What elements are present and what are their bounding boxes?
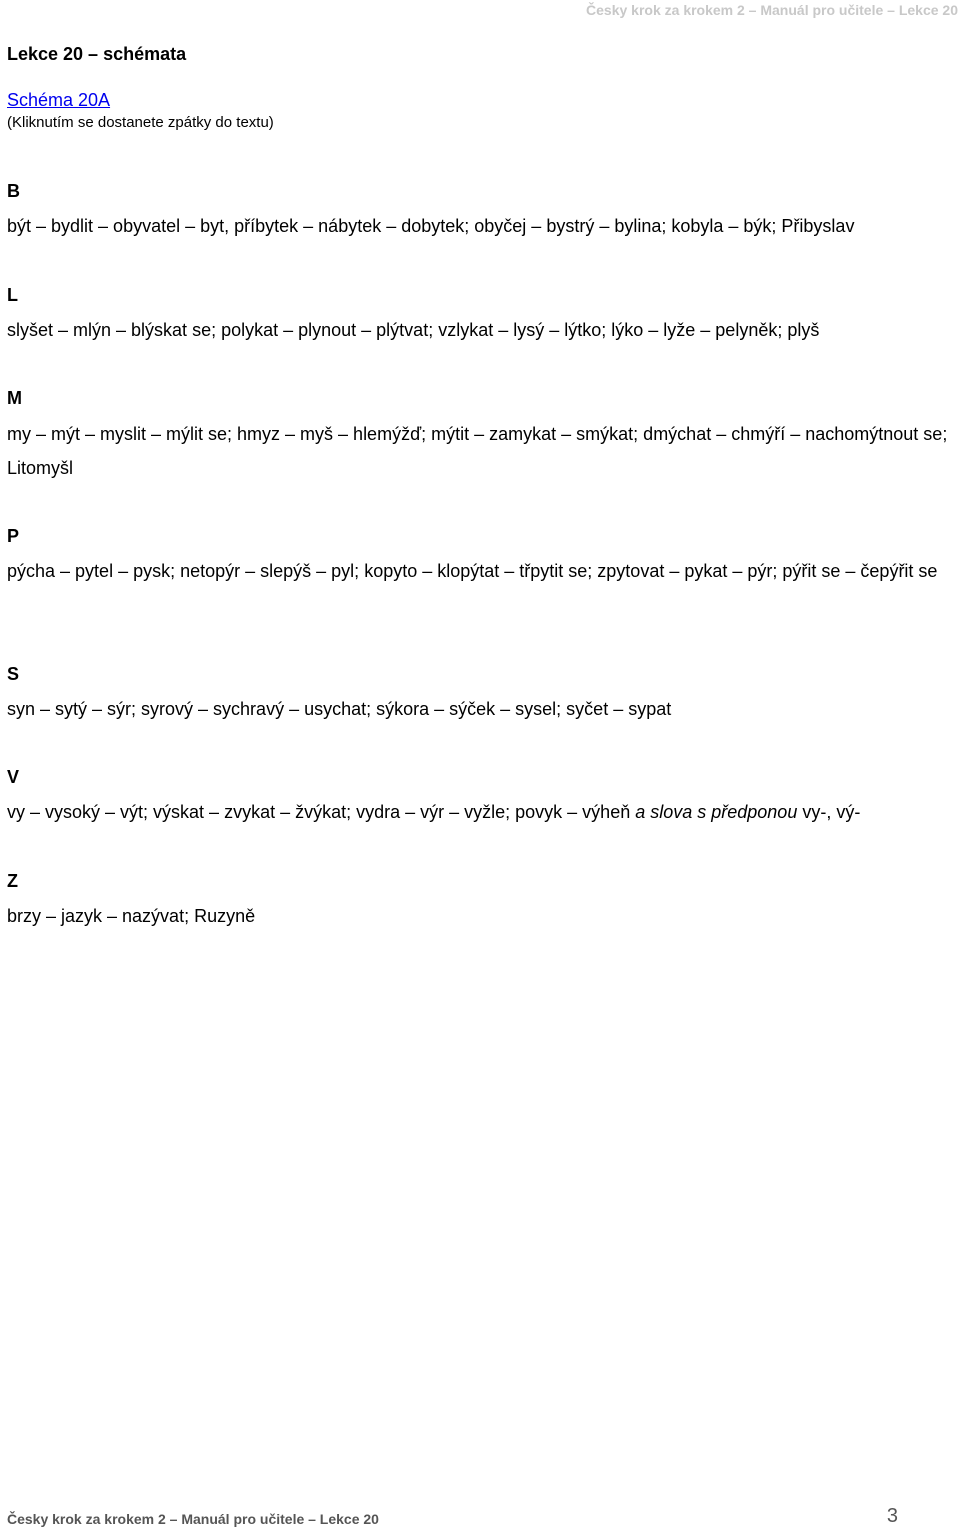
page-title: Lekce 20 – schémata [7,44,187,64]
section-text-v [7,795,955,829]
page-number: 3 [886,1505,898,1527]
section-letter-z: Z [7,871,18,891]
section-text-v-italic: a slova s předponou [635,802,798,822]
section-letter-s: S [7,664,20,684]
section-text-b: být – bydlit – obyvatel – byt, příbytek – nábytek – dobytek; obyčej – bystrý – bylina; kobyla – býk; Přibyslav [7,216,855,236]
section-text-v-end: vy-, vý- [797,802,861,822]
section-text-v-main: vy – vysoký – výt; výskat – zvykat – žvýkat; vydra – výr – vyžle; povyk – výheň [7,802,636,822]
running-header: Česky krok za krokem 2 – Manuál pro učitele – Lekce 20 [586,2,958,18]
section-letter-l: L [7,285,18,305]
section-text-l: slyšet – mlýn – blýskat se; polykat – plynout – plýtvat; vzlykat – lysý – lýtko; lýko – lyže – pelyněk; plyš [7,320,820,340]
section-letter-v: V [7,767,20,787]
section-letter-b: B [7,181,20,201]
schema-20a-link[interactable]: Schéma 20A [7,90,111,110]
section-text-z: brzy – jazyk – nazývat; Ruzyně [7,906,256,926]
section-letter-p: P [7,526,20,546]
section-text-p: pýcha – pytel – pysk; netopýr – slepýš – pyl; kopyto – klopýtat – třpytit se; zpytovat – pykat – pýr; pýřit se – čepýřit se [7,561,938,581]
section-letter-m: M [7,388,22,408]
footer-running-title: Česky krok za krokem 2 – Manuál pro učitele – Lekce 20 [7,1511,379,1527]
schema-back-note: (Kliknutím se dostanete zpátky do textu) [7,114,274,131]
section-text-m: my – mýt – myslit – mýlit se; hmyz – myš – hlemýžď; mýtit – zamykat – smýkat; dmýchat – chmýří – nachomýtnout se; Litomyšl [7,424,948,478]
section-text-s: syn – sytý – sýr; syrový – sychravý – usychat; sýkora – sýček – sysel; syčet – sypat [7,699,672,719]
